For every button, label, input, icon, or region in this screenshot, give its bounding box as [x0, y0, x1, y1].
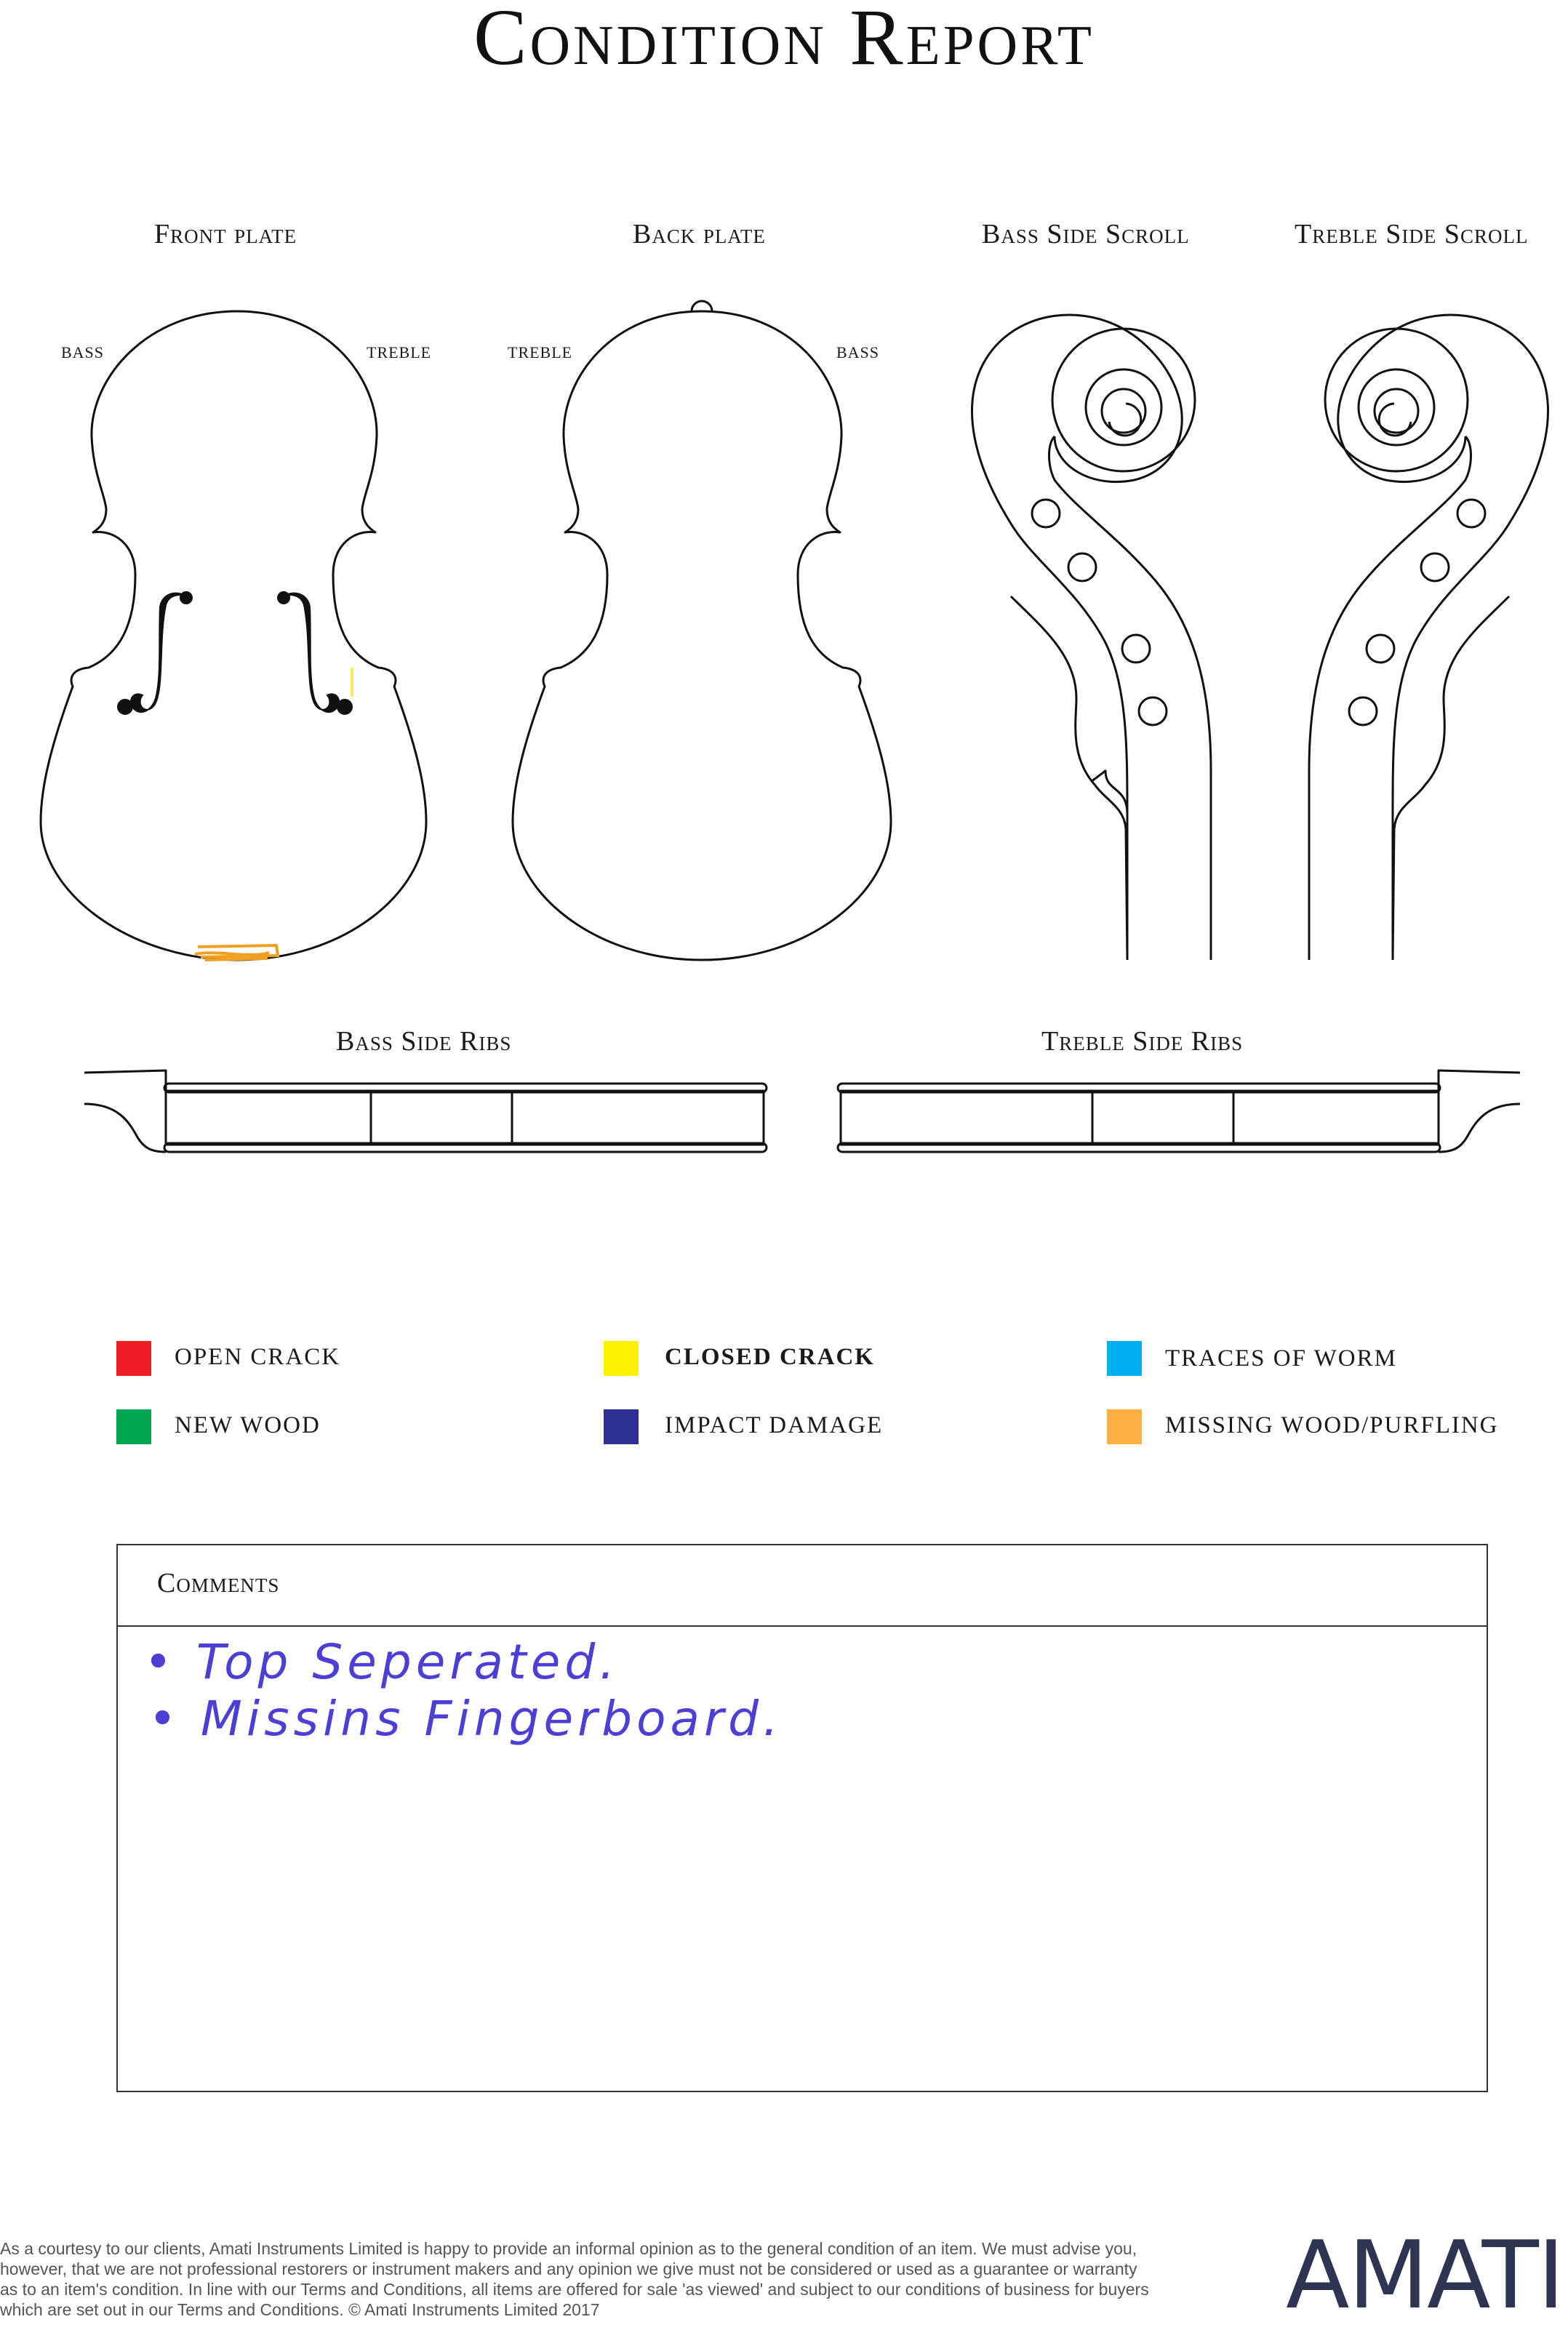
comments-heading: Comments — [157, 1568, 280, 1598]
legend-label-traces-of-worm: TRACES OF WORM — [1165, 1345, 1397, 1372]
page-title: Condition Report — [473, 0, 1095, 81]
comments-header — [118, 1545, 1487, 1627]
amati-logo: AMATI — [1286, 2222, 1564, 2330]
legend-swatch-traces-of-worm — [1107, 1341, 1142, 1376]
bass-side-scroll-label: Bass Side Scroll — [982, 219, 1190, 249]
f-hole-right — [284, 593, 339, 713]
bass-scroll-outline — [972, 315, 1183, 960]
bass-side-ribs-label: Bass Side Ribs — [336, 1026, 512, 1057]
front-plate-outline — [41, 311, 426, 960]
back-treble-label: TREBLE — [508, 343, 573, 361]
legend-label-impact-damage: IMPACT DAMAGE — [665, 1412, 884, 1438]
back-plate-outline — [513, 311, 891, 960]
legend-label-closed-crack: CLOSED CRACK — [665, 1344, 875, 1370]
treble-side-ribs-label: Treble Side Ribs — [1041, 1026, 1244, 1057]
back-plate-label: Back plate — [633, 219, 766, 249]
back-button — [692, 301, 712, 311]
legend-swatch-impact-damage — [604, 1409, 639, 1444]
legend-swatch-open-crack — [116, 1341, 151, 1376]
legend-swatch-closed-crack — [604, 1341, 639, 1376]
treble-scroll-back — [1309, 436, 1471, 960]
back-bass-label: BASS — [836, 343, 880, 361]
front-plate-label: Front plate — [154, 219, 297, 249]
comment-note-1: • Top Seperated. — [144, 1634, 620, 1690]
comments-box — [116, 1544, 1488, 2092]
legend-label-missing-wood: MISSING WOOD/PURFLING — [1165, 1412, 1499, 1438]
legend-swatch-new-wood — [116, 1409, 151, 1444]
front-bass-label: BASS — [61, 343, 105, 361]
missing-wood-marking — [195, 945, 278, 960]
treble-side-scroll-label: Treble Side Scroll — [1295, 219, 1529, 249]
disclaimer-text: As a courtesy to our clients, Amati Instruments Limited is happy to provide an informal opinion as to the general condition of an item. We must advise you, however, that we are not professional restorers or instrument makers and any opinion we give must not be considered or used as a guarantee or warranty as to an item's condition. In line with our Terms and Conditions, all items are offered for sale 'as viewed' and subject to our conditions of business for buyers which are set out in our Terms and Conditions. © Amati Instruments Limited 2017 — [0, 2239, 1149, 2319]
treble-scroll-outline — [1338, 315, 1548, 960]
legend-swatch-missing-wood — [1107, 1409, 1142, 1444]
legend-label-new-wood: NEW WOOD — [175, 1412, 321, 1438]
treble-side-ribs-drawing — [838, 1070, 1520, 1152]
comment-note-2: • Missins Fingerboard. — [148, 1691, 783, 1747]
legend-label-open-crack: OPEN CRACK — [175, 1344, 341, 1370]
bass-scroll-back — [1049, 436, 1212, 960]
front-treble-label: TREBLE — [367, 343, 432, 361]
f-hole-left — [131, 593, 186, 713]
bass-side-ribs-drawing — [84, 1070, 767, 1152]
